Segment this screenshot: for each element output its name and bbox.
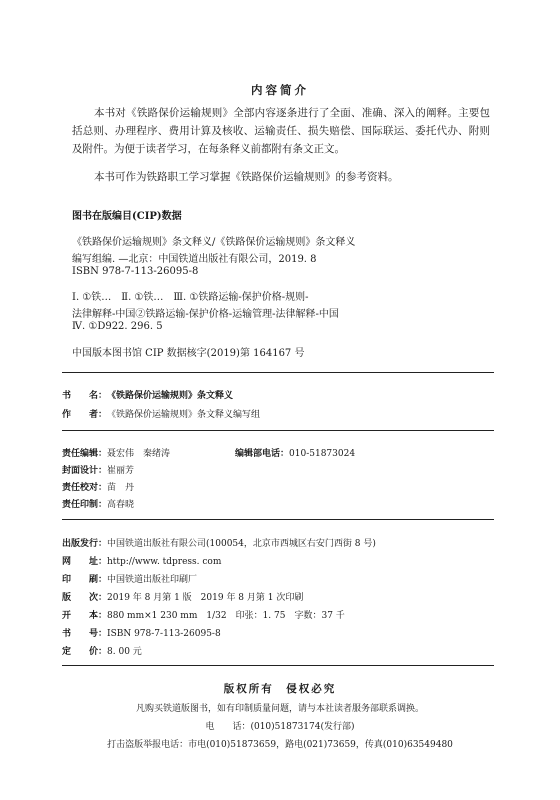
format: 880 mm×1 230 mm 1/32 印张：1. 75 字数：37 千	[107, 611, 345, 621]
piracy-report: 打击盗版举报电话：市电(010)51873659，路电(021)73659，传真(010)63549480	[107, 740, 453, 750]
book-author-row	[62, 407, 260, 420]
rights-phone: 电 话：(010)51873174(发行部)	[205, 722, 355, 732]
edition: 2019 年 8 月第 1 版 2019 年 8 月第 1 次印刷	[107, 593, 304, 603]
printer: 中国铁道出版社印刷厂	[107, 575, 198, 585]
cip-line-2: 编写组编. —北京：中国铁道出版社有限公司，2019. 8	[72, 254, 317, 265]
price: 8. 00 元	[107, 647, 142, 657]
editor-phone-label: 编辑部电话：	[235, 449, 290, 459]
print-label: 责任印制：	[62, 500, 108, 510]
edition-label: 版 次：	[62, 593, 108, 603]
cip-classification-3: Ⅳ. ①D922. 296. 5	[72, 321, 163, 332]
cip-line-1: 《铁路保价运输规则》条文释义/《铁路保价运输规则》条文释义	[72, 237, 356, 248]
intro-title: 内容简介	[251, 83, 309, 97]
book-author: 《铁路保价运输规则》条文释义编写组	[107, 410, 261, 420]
cip-classification-1: Ⅰ. ①铁… Ⅱ. ①铁… Ⅲ. ①铁路运输-保护价格-规则-	[72, 292, 309, 303]
edition-row	[62, 590, 303, 603]
cover-designer: 崔丽芳	[107, 466, 135, 476]
book-author-label: 作 者：	[62, 410, 108, 420]
editor-label: 责任编辑：	[62, 449, 108, 459]
divider	[62, 372, 494, 373]
print-manager: 高春晓	[107, 500, 135, 510]
divider	[62, 665, 494, 666]
isbn: ISBN 978-7-113-26095-8	[107, 629, 221, 639]
rights-title: 版权所有 侵权必究	[223, 683, 337, 695]
book-title-row	[62, 388, 233, 401]
cip-isbn: ISBN 978-7-113-26095-8	[72, 266, 199, 277]
cip-classification-2: 法律解释-中国②铁路运输-保护价格-运输管理-法律解释-中国	[72, 309, 339, 320]
publisher-label: 出版发行：	[62, 539, 108, 549]
cover-row	[62, 463, 134, 476]
isbn-row	[62, 626, 221, 639]
editor-phone: 010-51873024	[289, 449, 356, 459]
print-row	[62, 497, 134, 510]
divider	[62, 519, 494, 520]
book-title: 《铁路保价运输规则》条文释义	[107, 391, 234, 401]
website-row	[62, 554, 221, 567]
format-row	[62, 608, 345, 621]
format-label: 开 本：	[62, 611, 108, 621]
book-title-label: 书 名：	[62, 391, 108, 401]
editor-names: 聂宏伟 秦绪涛	[107, 449, 171, 459]
intro-paragraph-1: 本书对《铁路保价运输规则》全部内容逐条进行了全面、准确、深入的阐释。主要包括总则、办理程序、费用计算及核收、运输责任、损失赔偿、国际联运、委托代办、附则及附件。为便于读者学习，在每条释义前都附有条文正文。	[72, 107, 490, 155]
rights-notice: 凡购买铁道版图书，如有印制质量问题，请与本社读者服务部联系调换。	[135, 704, 424, 714]
isbn-label: 书 号：	[62, 629, 108, 639]
printer-label: 印 刷：	[62, 575, 108, 585]
website: http://www. tdpress. com	[107, 557, 222, 567]
publisher: 中国铁道出版社有限公司(100054，北京市西城区右安门西街 8 号)	[107, 539, 376, 549]
editor-row	[62, 446, 355, 459]
price-row	[62, 644, 142, 657]
website-label: 网 址：	[62, 557, 108, 567]
proofreader: 苗 丹	[107, 483, 135, 493]
printer-row	[62, 572, 197, 585]
price-label: 定 价：	[62, 647, 108, 657]
intro-paragraph-2: 本书可作为铁路职工学习掌握《铁路保价运输规则》的参考资料。	[94, 171, 399, 183]
proof-row	[62, 480, 134, 493]
cip-heading: 图书在版编目(CIP)数据	[72, 211, 182, 222]
cip-record-number: 中国版本图书馆 CIP 数据核字(2019)第 164167 号	[72, 348, 305, 359]
divider	[62, 430, 494, 431]
publisher-row	[62, 536, 376, 549]
proof-label: 责任校对：	[62, 483, 108, 493]
cover-label: 封面设计：	[62, 466, 108, 476]
